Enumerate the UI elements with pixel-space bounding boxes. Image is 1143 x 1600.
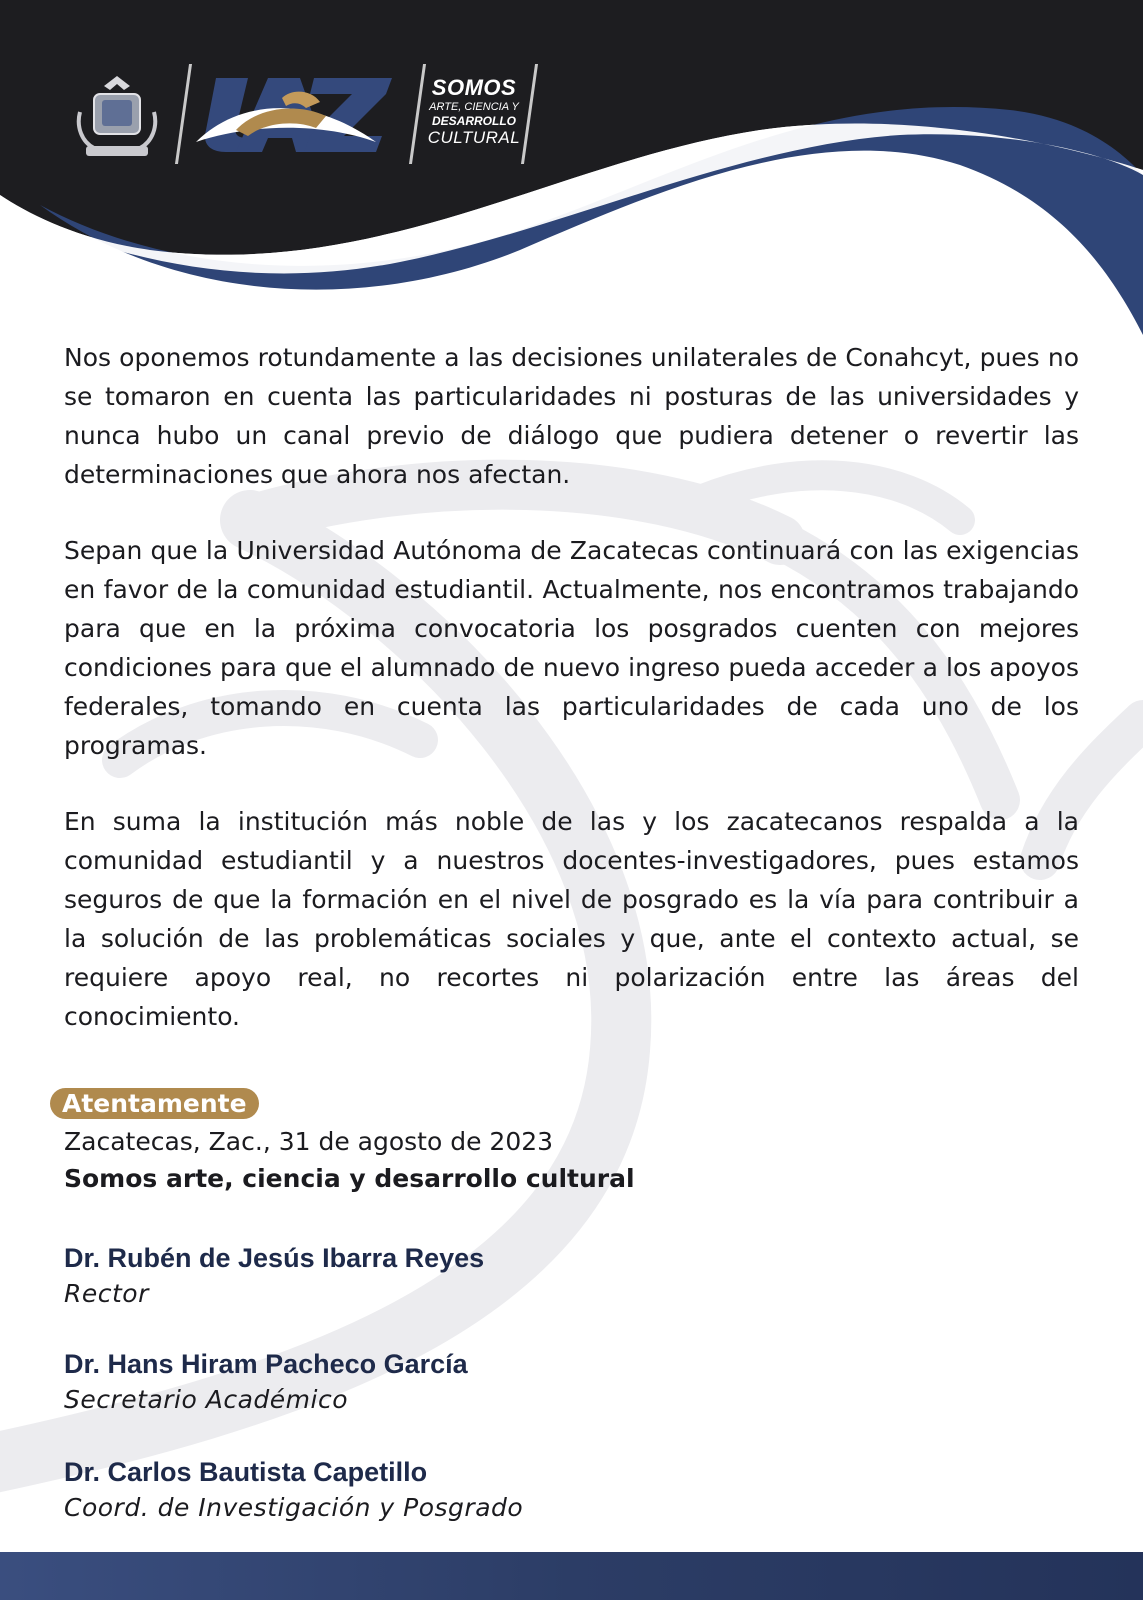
paragraph-2: Sepan que la Universidad Autónoma de Zacatecas continuará con las exigencias en favor de la comunidad estudiantil. Actualmente, nos encontramos trabajando para que en la próxima convocatoria los posgrados cuenten con mejores condiciones para que el alumnado de nuevo ingreso pueda acceder a los apoyos federales, tomando en cuenta las particularidades de cada uno de los programas. — [64, 536, 1079, 760]
signer-rector — [64, 1240, 484, 1312]
signer-name: Dr. Hans Hiram Pacheco García — [64, 1349, 468, 1379]
header-slogan — [422, 76, 526, 148]
footer-bar — [0, 1552, 1143, 1600]
signer-name: Dr. Carlos Bautista Capetillo — [64, 1457, 428, 1487]
slogan-line-2: ARTE, CIENCIA Y — [429, 101, 519, 113]
atentamente-badge: Atentamente — [50, 1088, 259, 1119]
paragraph-3: En suma la institución más noble de las y los zacatecanos respalda a la comunidad estudiantil y a nuestros docentes-investigadores, pues estamos seguros de que la formación en el nivel de posgrado es la vía para contribuir a la solución de las problemáticas sociales y que, ante el contexto actual, se requiere apoyo real, no recortes ni polarización entre las áreas del conocimiento. — [64, 807, 1079, 1031]
signoff — [50, 1088, 635, 1197]
signer-role: Coord. de Investigación y Posgrado — [64, 1493, 524, 1522]
header — [0, 0, 1143, 200]
slogan-line-1: SOMOS — [431, 75, 517, 100]
header-divider — [175, 64, 192, 164]
slogan-line-3: DESARROLLO — [432, 114, 516, 128]
signer-role: Secretario Académico — [64, 1385, 348, 1414]
uaz-eagle-logo-icon — [196, 72, 396, 160]
letter-body — [64, 338, 1079, 1073]
slogan-line-4: CULTURAL — [427, 128, 521, 147]
signer-role: Rector — [64, 1279, 149, 1308]
place-date: Zacatecas, Zac., 31 de agosto de 2023 — [64, 1127, 554, 1156]
signer-secretario — [64, 1346, 468, 1418]
university-seal-icon — [72, 72, 162, 160]
paragraph-1: Nos oponemos rotundamente a las decisiones unilaterales de Conahcyt, pues no se tomaron en cuenta las particularidades ni posturas de las universidades y nunca hubo un canal previo de diálogo que pudiera detener o revertir las determinaciones que ahora nos afectan. — [64, 343, 1079, 489]
signer-name: Dr. Rubén de Jesús Ibarra Reyes — [64, 1243, 485, 1273]
motto: Somos arte, ciencia y desarrollo cultural — [64, 1164, 635, 1193]
signer-coordinador — [64, 1454, 523, 1526]
